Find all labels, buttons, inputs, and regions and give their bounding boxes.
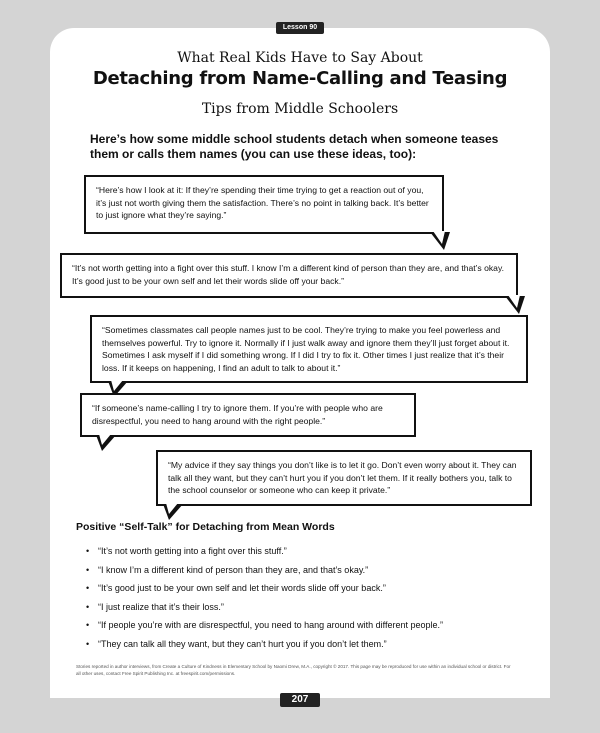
list-item: • “It’s good just to be your own self and let their words slide off your back.” bbox=[86, 583, 386, 593]
quote-bubble-1 bbox=[84, 175, 444, 234]
copyright-footer: Stories reported in author interviews, from Create a Culture of Kindness in Elementary School by Naomi Drew, M.A., copyright © 2017. This page may be reproduced for use within an individual school or district. For all other uses, contact Free Spirit Publishing Inc. at freespirit.com/permissions. bbox=[76, 664, 511, 676]
list-item: • “It’s not worth getting into a fight over this stuff.” bbox=[86, 546, 287, 556]
quote-text-3: “Sometimes classmates call people names just to be cool. They’re trying to make you feel powerless and themselves powerful. Try to ignore it. Normally if I just walk away and ignore them they’ll just forget about it. Sometimes I ask myself if I did something wrong. If I did I try to fix it. Other times I just realize that it’s their loss. If it keeps on happening, I find an adult to talk to about it.” bbox=[102, 325, 510, 373]
list-item: • “If people you’re with are disrespectful, you need to hang around with different people.” bbox=[86, 620, 444, 630]
self-talk-heading: Positive “Self-Talk” for Detaching from Mean Words bbox=[76, 521, 335, 533]
list-item: • “They can talk all they want, but they can’t hurt you if you don’t let them.” bbox=[86, 638, 387, 649]
quote-text-1: “Here’s how I look at it: If they’re spending their time trying to get a reaction out of you, it’s just not worth giving them the satisfaction. There’s no point in talking back. It’s better to just ignore what they’re saying.” bbox=[96, 185, 429, 220]
page-number: 207 bbox=[280, 693, 320, 707]
list-item: • “I just realize that it’s their loss.” bbox=[86, 601, 224, 612]
quote-text-5: “My advice if they say things you don’t like is to let it go. Don’t even worry about it. They can talk all they want, but they can’t hurt you if you don’t let them. If it really bothers you, talk to the school counselor or someone who can keep it private.” bbox=[168, 460, 517, 495]
subtitle: Tips from Middle Schoolers bbox=[201, 101, 399, 117]
title-line-1: What Real Kids Have to Say About bbox=[177, 50, 423, 66]
self-talk-list bbox=[86, 544, 443, 655]
intro-text: Here’s how some middle school students detach when someone teases them or calls them names (you can use these ideas, too): bbox=[90, 132, 499, 161]
page-title: Detaching from Name-Calling and Teasing bbox=[92, 68, 508, 89]
quote-text-2: “It’s not worth getting into a fight over this stuff. I know I’m a different kind of person than they are, and that’s okay. It’s good just to be your own self and let their words slide off your back.” bbox=[72, 263, 504, 286]
list-item: • “I know I’m a different kind of person than they are, and that’s okay.” bbox=[86, 564, 369, 575]
quote-text-4: “If someone’s name-calling I try to ignore them. If you’re with people who are disrespectful, you need to hang around with the right people.” bbox=[92, 403, 383, 426]
quote-bubble-3 bbox=[90, 315, 528, 383]
quote-bubble-5 bbox=[156, 450, 532, 506]
quote-bubble-2 bbox=[60, 253, 518, 298]
quote-bubble-4 bbox=[80, 393, 416, 437]
lesson-label: Lesson 90 bbox=[276, 22, 324, 34]
